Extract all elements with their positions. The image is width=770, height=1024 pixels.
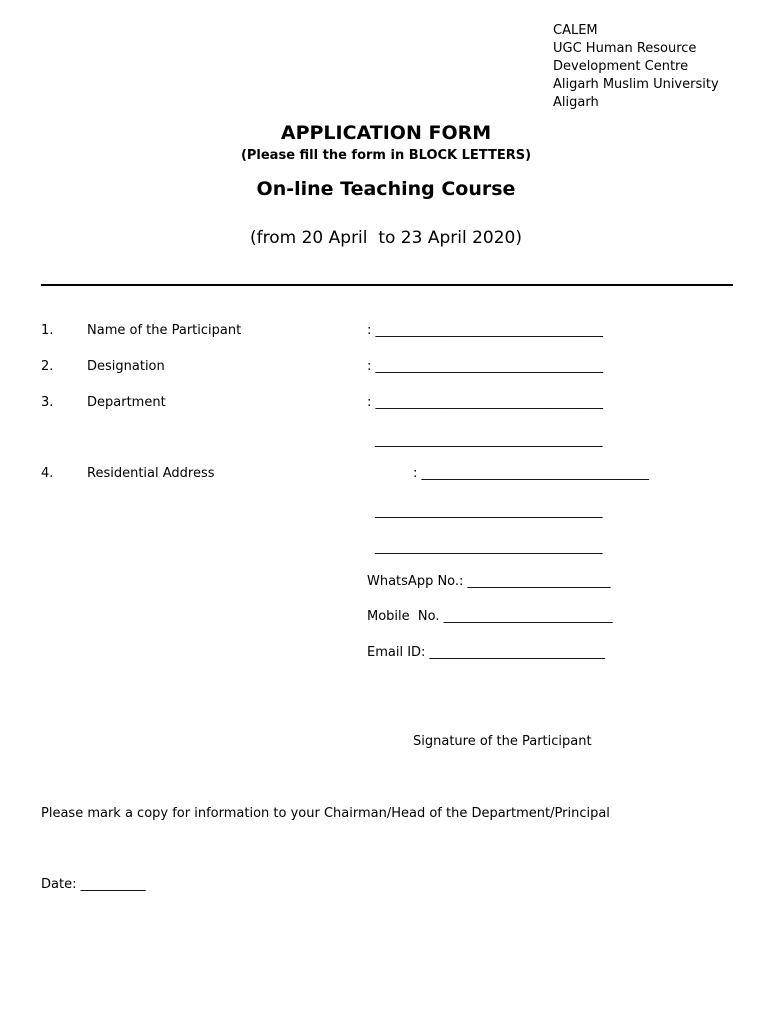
email-field[interactable]: Email ID: ___________________________ xyxy=(367,645,606,660)
field-number-2: 2. xyxy=(41,359,54,374)
city-name: Aligarh xyxy=(553,95,599,110)
header-divider xyxy=(41,284,733,286)
department-field-line-2[interactable]: ___________________________________ xyxy=(375,433,603,448)
participant-name-field[interactable]: : ___________________________________ xyxy=(367,323,604,338)
signature-label: Signature of the Participant xyxy=(413,734,592,749)
residential-address-field[interactable]: : ___________________________________ xyxy=(413,466,650,481)
institution-unit: UGC Human Resource xyxy=(553,41,697,56)
designation-field[interactable]: : ___________________________________ xyxy=(367,359,604,374)
form-instruction: (Please fill the form in BLOCK LETTERS) xyxy=(240,148,532,163)
copy-instruction-note: Please mark a copy for information to your Chairman/Head of the Department/Principal xyxy=(41,806,610,821)
field-number-3: 3. xyxy=(41,395,54,410)
institution-unit-cont: Development Centre xyxy=(553,59,689,74)
residential-address-label: Residential Address xyxy=(87,466,215,481)
date-field[interactable]: Date: __________ xyxy=(41,877,146,892)
address-line-2[interactable]: ___________________________________ xyxy=(375,504,603,519)
department-field[interactable]: : ___________________________________ xyxy=(367,395,604,410)
department-label: Department xyxy=(87,395,166,410)
address-line-3[interactable]: ___________________________________ xyxy=(375,540,603,555)
course-title: On-line Teaching Course xyxy=(256,178,516,200)
course-dates: (from 20 April to 23 April 2020) xyxy=(250,228,522,248)
institution-name: CALEM xyxy=(553,23,598,38)
field-number-1: 1. xyxy=(41,323,54,338)
field-number-4: 4. xyxy=(41,466,54,481)
whatsapp-field[interactable]: WhatsApp No.: ______________________ xyxy=(367,574,611,589)
designation-label: Designation xyxy=(87,359,165,374)
participant-name-label: Name of the Participant xyxy=(87,323,242,338)
mobile-field[interactable]: Mobile No. __________________________ xyxy=(367,609,613,624)
form-title: APPLICATION FORM xyxy=(280,122,492,144)
university-name: Aligarh Muslim University xyxy=(553,77,719,92)
